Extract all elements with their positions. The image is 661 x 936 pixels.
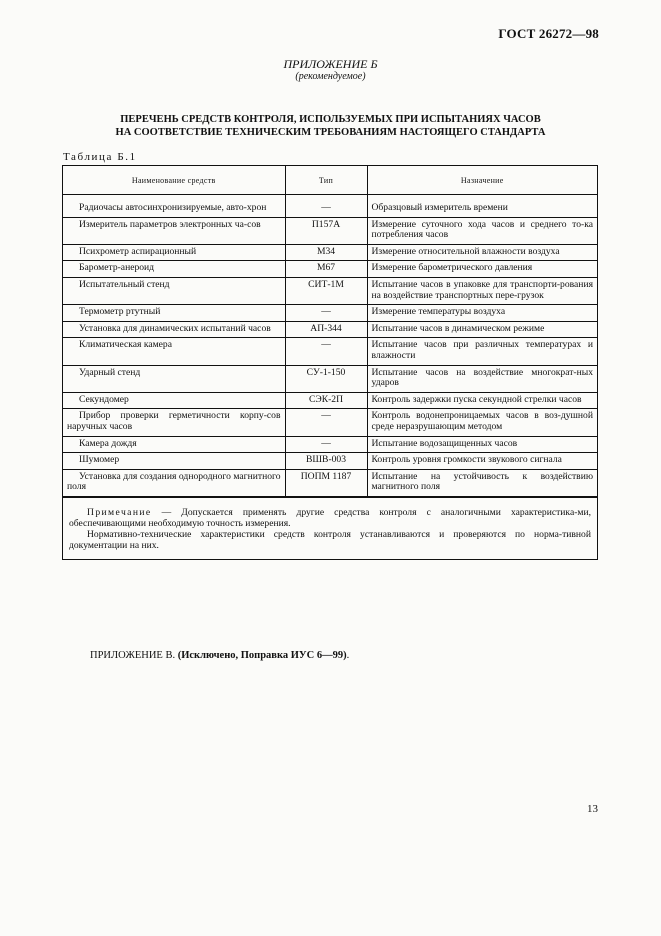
- cell-name: Прибор проверки герметичности корпу-сов наручных часов: [63, 409, 285, 436]
- cell-type: СИТ-1М: [285, 277, 367, 304]
- document-title-line-2: НА СООТВЕТСТВИЕ ТЕХНИЧЕСКИМ ТРЕБОВАНИЯМ НАСТОЯЩЕГО СТАНДАРТА: [115, 127, 546, 138]
- cell-type: АП-344: [285, 321, 367, 338]
- cell-name: Камера дождя: [63, 436, 285, 453]
- cell-purpose: Испытание водозащищенных часов: [367, 436, 597, 453]
- appendix-v-prefix: ПРИЛОЖЕНИЕ В.: [90, 650, 178, 661]
- document-title: [0, 113, 661, 139]
- appendix-subtitle: (рекомендуемое): [295, 71, 366, 82]
- cell-type: ВШВ-003: [285, 453, 367, 470]
- cell-type: М67: [285, 261, 367, 278]
- note-text-2: Нормативно-технические характеристики средств контроля устанавливаются и проверяются по норма-тивной документации на них.: [69, 528, 591, 551]
- table-header-row: [63, 166, 597, 195]
- cell-type: —: [285, 436, 367, 453]
- table-row: [63, 201, 597, 217]
- cell-purpose: Испытание часов на воздействие многократ-ных ударов: [367, 365, 597, 392]
- cell-name: Испытательный стенд: [63, 277, 285, 304]
- page-number: 13: [587, 803, 598, 815]
- table-row: [63, 321, 597, 338]
- note-label: Примечание: [87, 506, 152, 518]
- cell-purpose: Испытание часов в упаковке для транспорти-рования на воздействие транспортных пере-грузок: [367, 277, 597, 304]
- cell-purpose: Испытание часов при различных температурах и влажности: [367, 338, 597, 365]
- header-type: Тип: [285, 166, 367, 195]
- cell-type: —: [285, 201, 367, 217]
- cell-purpose: Контроль уровня громкости звукового сигнала: [367, 453, 597, 470]
- cell-name: Климатическая камера: [63, 338, 285, 365]
- cell-name: Психрометр аспирационный: [63, 244, 285, 261]
- table-row: [63, 277, 597, 304]
- cell-purpose: Образцовый измеритель времени: [367, 201, 597, 217]
- cell-name: Термометр ртутный: [63, 305, 285, 322]
- table-row: [63, 409, 597, 436]
- table-row: [63, 365, 597, 392]
- cell-type: П157А: [285, 217, 367, 244]
- cell-purpose: Измерение барометрического давления: [367, 261, 597, 278]
- cell-purpose: Контроль водонепроницаемых часов в воз-душной среде неразрушающим методом: [367, 409, 597, 436]
- cell-name: Ударный стенд: [63, 365, 285, 392]
- cell-name: Секундомер: [63, 392, 285, 409]
- cell-purpose: Испытание на устойчивость к воздействию магнитного поля: [367, 469, 597, 496]
- cell-type: —: [285, 305, 367, 322]
- table-row: [63, 305, 597, 322]
- appendix-title: ПРИЛОЖЕНИЕ Б: [283, 57, 378, 71]
- cell-purpose: Испытание часов в динамическом режиме: [367, 321, 597, 338]
- table-row: [63, 217, 597, 244]
- cell-type: —: [285, 338, 367, 365]
- table-row: [63, 469, 597, 496]
- table-row: [63, 392, 597, 409]
- cell-name: Барометр-анероид: [63, 261, 285, 278]
- appendix-v-suffix: .: [346, 650, 350, 661]
- cell-type: ПОПМ 1187: [285, 469, 367, 496]
- cell-name: Установка для динамических испытаний часов: [63, 321, 285, 338]
- cell-purpose: Измерение относительной влажности воздуха: [367, 244, 597, 261]
- document-title-line-1: ПЕРЕЧЕНЬ СРЕДСТВ КОНТРОЛЯ, ИСПОЛЬЗУЕМЫХ ПРИ ИСПЫТАНИЯХ ЧАСОВ: [120, 114, 541, 125]
- appendix-v-line: [90, 650, 349, 661]
- page-header-standard: ГОСТ 26272—98: [498, 26, 599, 41]
- table-row: [63, 436, 597, 453]
- header-purpose: Назначение: [367, 166, 597, 195]
- cell-purpose: Контроль задержки пуска секундной стрелки часов: [367, 392, 597, 409]
- cell-name: Измеритель параметров электронных ча-сов: [63, 217, 285, 244]
- cell-name: Установка для создания однородного магнитного поля: [63, 469, 285, 496]
- cell-purpose: Измерение температуры воздуха: [367, 305, 597, 322]
- cell-name: Шумомер: [63, 453, 285, 470]
- table-row: [63, 244, 597, 261]
- cell-type: СУ-1-150: [285, 365, 367, 392]
- appendix-v-bold: (Исключено, Поправка ИУС 6—99): [177, 650, 347, 661]
- table-note: [63, 497, 597, 559]
- table-row: [63, 261, 597, 278]
- control-means-table: [62, 165, 598, 560]
- header-name: Наименование средств: [63, 166, 285, 195]
- cell-type: М34: [285, 244, 367, 261]
- cell-type: СЭК-2П: [285, 392, 367, 409]
- cell-name: Радиочасы автосинхронизируемые, авто-хрон: [63, 201, 285, 217]
- cell-type: —: [285, 409, 367, 436]
- table-row: [63, 453, 597, 470]
- cell-purpose: Измерение суточного хода часов и среднего то-ка потребления часов: [367, 217, 597, 244]
- table-row: [63, 338, 597, 365]
- note-text-1: — Допускается применять другие средства контроля с аналогичными характеристика-ми, обеспечивающими необходимую точность измерения.: [69, 506, 591, 529]
- table-caption: Таблица Б.1: [63, 151, 137, 163]
